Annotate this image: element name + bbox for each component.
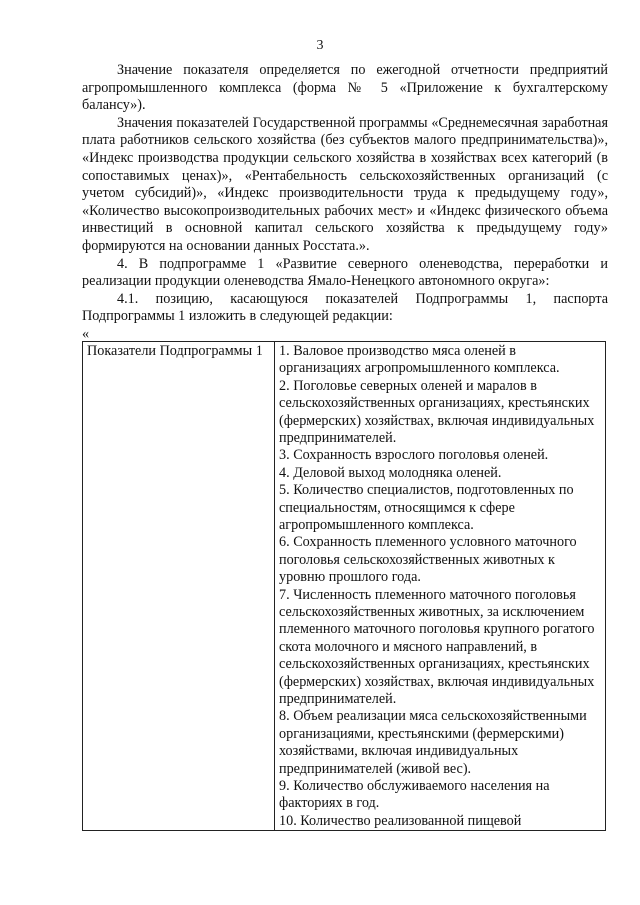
- indicator-item: 7. Численность племенного маточного поголовья сельскохозяйственных животных, за исключением племенного маточного поголовья крупного рогатого скота молочного и мясного направлений, в сельскохозяйственных организациях, крестьянских (фермерских) хозяйствах, включая индивидуальных предпринимателей.: [279, 586, 595, 708]
- document-body: [82, 62, 608, 831]
- table-row: [83, 341, 606, 830]
- indicators-list-cell: [275, 341, 606, 830]
- indicator-item: 1. Валовое производство мяса оленей в организациях агропромышленного комплекса.: [279, 342, 560, 377]
- indicator-item: 6. Сохранность племенного условного маточного поголовья сельскохозяйственных животных к уровню прошлого года.: [279, 534, 577, 586]
- paragraph-program-indicators: Значения показателей Государственной программы «Среднемесячная заработная плата работников сельского хозяйства (без субъектов малого предпринимательства)», «Индекс производства продукции сельского хозяйства в хозяйствах всех категорий (в сопоставимых ценах)», «Рентабельность сельскохозяйственных организаций (с учетом субсидий)», «Индекс производительности труда к предыдущему году», «Количество высокопроизводительных рабочих мест» и «Индекс физического объема инвестиций в основной капитал сельского хозяйства к предыдущему году» формируются на основании данных Росстата.».: [82, 114, 608, 254]
- opening-quote: «: [82, 325, 90, 342]
- indicator-item: 4. Деловой выход молодняка оленей.: [279, 464, 502, 481]
- paragraph-subprogram-1: 4. В подпрограмме 1 «Развитие северного оленеводства, переработки и реализации продукции оленеводства Ямало-Ненецкого автономного округа»:: [82, 255, 608, 290]
- indicator-item: 9. Количество обслуживаемого населения на факториях в год.: [279, 778, 550, 812]
- indicator-item: 3. Сохранность взрослого поголовья оленей.: [279, 447, 549, 464]
- indicator-item: 10. Количество реализованной пищевой: [279, 812, 522, 829]
- paragraph-indicator-source: Значение показателя определяется по ежегодной отчетности предприятий агропромышленного комплекса (форма № 5 «Приложение к бухгалтерскому балансу»).: [82, 62, 608, 114]
- indicator-item: 8. Объем реализации мяса сельскохозяйственными организациями, крестьянскими (фермерскими) хозяйствами, включая индивидуальных предпринимателей (живой вес).: [279, 708, 587, 777]
- indicators-table: [82, 341, 606, 831]
- paragraph-item-4-1: 4.1. позицию, касающуюся показателей Подпрограммы 1, паспорта Подпрограммы 1 изложить в следующей редакции:: [82, 290, 608, 325]
- indicator-item: 2. Поголовье северных оленей и маралов в сельскохозяйственных организациях, крестьянских (фермерских) хозяйствах, включая индивидуальных предпринимателей.: [279, 377, 595, 446]
- indicators-label-cell: [83, 341, 275, 830]
- indicator-item: 5. Количество специалистов, подготовленных по специальностям, относящимся к сфере агропромышленного комплекса.: [279, 482, 574, 533]
- indicators-label: Показатели Подпрограммы 1: [87, 342, 263, 359]
- page-number: 3: [316, 38, 324, 53]
